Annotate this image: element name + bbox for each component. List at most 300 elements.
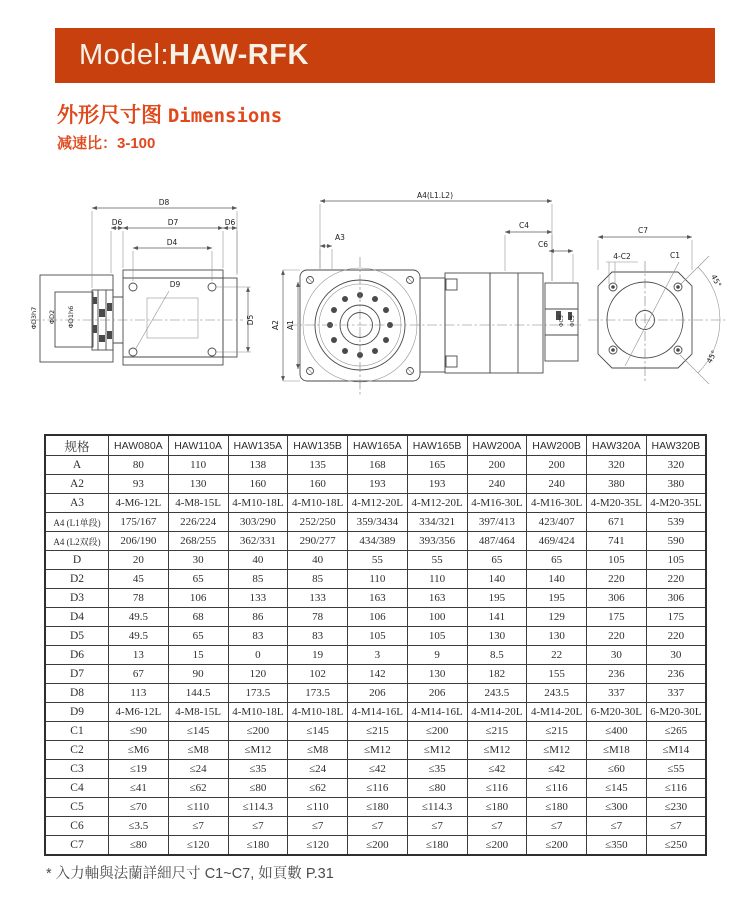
table-cell: ≤116 (467, 779, 527, 798)
row-label: D (45, 551, 109, 570)
table-cell: ≤62 (168, 779, 228, 798)
table-cell: 4-M12-20L (348, 494, 408, 513)
table-cell: ≤70 (109, 798, 169, 817)
table-cell: 240 (467, 475, 527, 494)
table-cell: 102 (288, 665, 348, 684)
table-cell: 539 (646, 513, 706, 532)
table-row (45, 551, 706, 570)
column-header: HAW320B (646, 435, 706, 456)
table-row (45, 513, 706, 532)
dim-label-d7: D7 (167, 218, 179, 227)
table-cell: 337 (587, 684, 647, 703)
table-cell: 226/224 (168, 513, 228, 532)
table-cell: ≤M8 (168, 741, 228, 760)
table-cell: 4-M14-16L (407, 703, 467, 722)
table-cell: 129 (527, 608, 587, 627)
table-cell: 4-M6-12L (109, 494, 169, 513)
table-cell: 243.5 (467, 684, 527, 703)
spec-table-head (45, 435, 706, 456)
table-cell: ≤180 (407, 836, 467, 856)
table-cell: ≤M18 (587, 741, 647, 760)
model-banner-prefix: Model: (79, 39, 170, 71)
table-cell: ≤200 (467, 836, 527, 856)
table-cell: 195 (467, 589, 527, 608)
table-cell: 120 (228, 665, 288, 684)
table-cell: 243.5 (527, 684, 587, 703)
table-cell: 142 (348, 665, 408, 684)
table-cell: 4-M10-18L (288, 703, 348, 722)
table-cell: ≤M12 (407, 741, 467, 760)
table-cell: 144.5 (168, 684, 228, 703)
table-cell: 206 (348, 684, 408, 703)
table-cell: ≤110 (288, 798, 348, 817)
table-cell: 4-M8-15L (168, 494, 228, 513)
table-cell: ≤80 (228, 779, 288, 798)
table-cell: 138 (228, 456, 288, 475)
column-header: HAW320A (587, 435, 647, 456)
dim-label-phi-d3: ΦD3h7 (30, 306, 38, 330)
table-cell: 4-M6-12L (109, 703, 169, 722)
table-cell: 130 (407, 665, 467, 684)
row-label: A4 (L1单段) (45, 513, 109, 532)
table-cell: 85 (288, 570, 348, 589)
row-label: D8 (45, 684, 109, 703)
table-cell: 320 (587, 456, 647, 475)
table-row (45, 798, 706, 817)
table-cell: 175 (587, 608, 647, 627)
table-cell: ≤19 (109, 760, 169, 779)
table-cell: ≤116 (646, 779, 706, 798)
table-cell: 141 (467, 608, 527, 627)
table-cell: 3 (348, 646, 408, 665)
row-label: A2 (45, 475, 109, 494)
dim-label-45deg-bottom: 45° (704, 348, 719, 365)
table-cell: 4-M10-18L (228, 703, 288, 722)
table-cell: 220 (587, 627, 647, 646)
row-label: C3 (45, 760, 109, 779)
table-cell: 130 (467, 627, 527, 646)
table-cell: 4-M14-20L (467, 703, 527, 722)
row-label: C5 (45, 798, 109, 817)
column-header: HAW200B (527, 435, 587, 456)
table-cell: 19 (288, 646, 348, 665)
table-cell: 55 (348, 551, 408, 570)
motor-adapter-outline (445, 273, 490, 373)
table-cell: 206/190 (109, 532, 169, 551)
row-label: D6 (45, 646, 109, 665)
table-cell: 80 (109, 456, 169, 475)
table-cell: 306 (646, 589, 706, 608)
table-row (45, 817, 706, 836)
header-row (45, 435, 706, 456)
table-cell: 220 (646, 627, 706, 646)
table-cell: 105 (348, 627, 408, 646)
table-cell: ≤350 (587, 836, 647, 856)
table-cell: 4-M12-20L (407, 494, 467, 513)
table-cell: 4-M20-35L (587, 494, 647, 513)
row-label: A4 (L2双段) (45, 532, 109, 551)
table-cell: ≤M12 (228, 741, 288, 760)
dim-label-a2: A2 (271, 320, 280, 330)
table-cell: ≤80 (407, 779, 467, 798)
table-cell: 130 (527, 627, 587, 646)
table-cell: 85 (228, 570, 288, 589)
table-cell: 30 (168, 551, 228, 570)
table-row (45, 722, 706, 741)
table-row (45, 779, 706, 798)
table-cell: 106 (168, 589, 228, 608)
table-cell: ≤60 (587, 760, 647, 779)
table-cell: ≤41 (109, 779, 169, 798)
table-cell: 168 (348, 456, 408, 475)
row-label: D3 (45, 589, 109, 608)
table-cell: 4-M16-30L (467, 494, 527, 513)
table-cell: ≤200 (407, 722, 467, 741)
front-view-drawing (271, 191, 581, 397)
table-cell: 8.5 (467, 646, 527, 665)
table-cell: ≤200 (228, 722, 288, 741)
table-cell: ≤215 (467, 722, 527, 741)
row-label: C4 (45, 779, 109, 798)
table-cell: ≤120 (168, 836, 228, 856)
table-cell: 135 (288, 456, 348, 475)
model-banner (55, 28, 715, 83)
table-cell: 397/413 (467, 513, 527, 532)
table-cell: 140 (527, 570, 587, 589)
table-cell: ≤7 (228, 817, 288, 836)
table-cell: 240 (527, 475, 587, 494)
table-cell: 487/464 (467, 532, 527, 551)
table-cell: 380 (587, 475, 647, 494)
row-label: D5 (45, 627, 109, 646)
table-row (45, 684, 706, 703)
table-cell: 30 (587, 646, 647, 665)
table-cell: 469/424 (527, 532, 587, 551)
table-cell: 105 (407, 627, 467, 646)
table-cell: ≤7 (348, 817, 408, 836)
table-cell: 393/356 (407, 532, 467, 551)
table-row (45, 646, 706, 665)
table-cell: 306 (587, 589, 647, 608)
table-cell: ≤7 (587, 817, 647, 836)
table-cell: 65 (527, 551, 587, 570)
table-cell: 423/407 (527, 513, 587, 532)
table-cell: ≤145 (587, 779, 647, 798)
table-row (45, 608, 706, 627)
table-cell: ≤7 (168, 817, 228, 836)
flange-bolt-holes (609, 283, 682, 354)
table-row (45, 589, 706, 608)
row-label: A3 (45, 494, 109, 513)
table-cell: 220 (587, 570, 647, 589)
table-row (45, 456, 706, 475)
table-cell: 133 (228, 589, 288, 608)
row-label: C6 (45, 817, 109, 836)
table-cell: 6-M20-30L (646, 703, 706, 722)
table-row (45, 665, 706, 684)
column-header: HAW135B (288, 435, 348, 456)
dim-label-c4: C4 (518, 221, 530, 230)
table-cell: 140 (467, 570, 527, 589)
table-cell: 105 (587, 551, 647, 570)
table-cell: ≤M6 (109, 741, 169, 760)
row-label: C7 (45, 836, 109, 856)
table-cell: 671 (587, 513, 647, 532)
bolt-hole (129, 283, 137, 291)
table-cell: 55 (407, 551, 467, 570)
section-title-zh: 外形尺寸图 (57, 104, 162, 127)
table-cell: 15 (168, 646, 228, 665)
table-cell: ≤80 (109, 836, 169, 856)
ratio-label: 减速比：3-100 (57, 135, 156, 152)
table-cell: ≤62 (288, 779, 348, 798)
table-row (45, 836, 706, 856)
table-cell: 0 (228, 646, 288, 665)
table-cell: ≤215 (527, 722, 587, 741)
table-cell: ≤55 (646, 760, 706, 779)
table-cell: 110 (348, 570, 408, 589)
dim-label-a4: A4(L1.L2) (416, 191, 454, 200)
table-cell: 200 (467, 456, 527, 475)
row-label: A (45, 456, 109, 475)
side-view-drawing (30, 198, 255, 365)
table-cell: 4-M16-30L (527, 494, 587, 513)
table-cell: 113 (109, 684, 169, 703)
flange-view-drawing (588, 226, 727, 384)
dim-label-c1: C1 (669, 251, 681, 260)
section-title (57, 99, 282, 129)
table-cell: ≤116 (527, 779, 587, 798)
table-cell: 100 (407, 608, 467, 627)
table-cell: 195 (527, 589, 587, 608)
table-cell: 334/321 (407, 513, 467, 532)
table-cell: ≤3.5 (109, 817, 169, 836)
dim-label-phi-d2: ΦD2 (48, 309, 56, 325)
table-cell: ≤42 (348, 760, 408, 779)
table-cell: ≤M8 (288, 741, 348, 760)
table-cell: 163 (348, 589, 408, 608)
table-cell: 20 (109, 551, 169, 570)
table-cell: 105 (646, 551, 706, 570)
table-cell: ≤7 (646, 817, 706, 836)
table-cell: 193 (407, 475, 467, 494)
table-cell: ≤114.3 (228, 798, 288, 817)
table-cell: 67 (109, 665, 169, 684)
table-cell: 165 (407, 456, 467, 475)
table-cell: 13 (109, 646, 169, 665)
table-cell: 193 (348, 475, 408, 494)
dim-label-a3: A3 (335, 233, 345, 242)
table-cell: 206 (407, 684, 467, 703)
table-cell: ≤114.3 (407, 798, 467, 817)
table-cell: 6-M20-30L (587, 703, 647, 722)
table-cell: 4-M10-18L (288, 494, 348, 513)
table-cell: 68 (168, 608, 228, 627)
table-cell: ≤200 (348, 836, 408, 856)
footnote: * 入力軸與法蘭詳細尺寸 C1~C7, 如頁數 P.31 (46, 866, 334, 882)
table-cell: ≤145 (168, 722, 228, 741)
table-cell: ≤215 (348, 722, 408, 741)
table-row (45, 703, 706, 722)
table-cell: ≤35 (407, 760, 467, 779)
dim-label-d5: D5 (246, 314, 255, 326)
table-cell: 290/277 (288, 532, 348, 551)
table-cell: ≤M12 (348, 741, 408, 760)
spec-table-body (45, 456, 706, 856)
table-cell: ≤230 (646, 798, 706, 817)
table-cell: 4-M20-35L (646, 494, 706, 513)
table-cell: ≤M12 (467, 741, 527, 760)
dim-label-phi-c3: ΦC3 (559, 315, 565, 327)
table-cell: 9 (407, 646, 467, 665)
table-cell: ≤300 (587, 798, 647, 817)
dim-label-d9: D9 (169, 280, 181, 289)
row-label: C2 (45, 741, 109, 760)
dim-label-c6: C6 (537, 240, 549, 249)
table-cell: ≤250 (646, 836, 706, 856)
column-header: HAW110A (168, 435, 228, 456)
table-cell: 173.5 (228, 684, 288, 703)
dim-label-d8: D8 (158, 198, 170, 207)
table-corner-header: 规格 (45, 435, 109, 456)
row-label: D7 (45, 665, 109, 684)
table-cell: 90 (168, 665, 228, 684)
dim-label-d6-left: D6 (111, 218, 123, 227)
table-cell: 78 (288, 608, 348, 627)
table-cell: ≤265 (646, 722, 706, 741)
table-cell: 65 (168, 627, 228, 646)
table-cell: ≤180 (228, 836, 288, 856)
table-cell: 163 (407, 589, 467, 608)
table-cell: ≤7 (288, 817, 348, 836)
table-cell: 4-M8-15L (168, 703, 228, 722)
table-cell: 93 (109, 475, 169, 494)
table-cell: ≤116 (348, 779, 408, 798)
table-cell: 110 (168, 456, 228, 475)
table-cell: 155 (527, 665, 587, 684)
table-cell: 220 (646, 570, 706, 589)
table-cell: ≤42 (527, 760, 587, 779)
table-cell: 320 (646, 456, 706, 475)
table-cell: ≤200 (527, 836, 587, 856)
table-cell: 49.5 (109, 608, 169, 627)
table-cell: ≤24 (288, 760, 348, 779)
table-cell: 49.5 (109, 627, 169, 646)
table-row (45, 627, 706, 646)
dimension-drawings (25, 185, 745, 425)
table-cell: 86 (228, 608, 288, 627)
table-cell: 175/167 (109, 513, 169, 532)
column-header: HAW165A (348, 435, 408, 456)
table-cell: 252/250 (288, 513, 348, 532)
table-cell: ≤M12 (527, 741, 587, 760)
table-cell: 160 (228, 475, 288, 494)
table-cell: ≤42 (467, 760, 527, 779)
column-header: HAW135A (228, 435, 288, 456)
motor-body-outline (490, 273, 543, 373)
dim-label-45deg-top: 45° (709, 272, 724, 289)
table-cell: ≤180 (348, 798, 408, 817)
table-cell: 160 (288, 475, 348, 494)
table-row (45, 741, 706, 760)
row-label: D2 (45, 570, 109, 589)
table-cell: 40 (288, 551, 348, 570)
table-row (45, 475, 706, 494)
table-cell: 22 (527, 646, 587, 665)
row-label: C1 (45, 722, 109, 741)
spec-table (44, 434, 707, 856)
table-row (45, 570, 706, 589)
table-cell: ≤180 (527, 798, 587, 817)
table-cell: ≤145 (288, 722, 348, 741)
table-row (45, 494, 706, 513)
table-cell: ≤7 (407, 817, 467, 836)
table-cell: 359/3434 (348, 513, 408, 532)
table-cell: 130 (168, 475, 228, 494)
dim-label-c7: C7 (637, 226, 649, 235)
table-cell: ≤90 (109, 722, 169, 741)
row-label: D9 (45, 703, 109, 722)
table-cell: 65 (168, 570, 228, 589)
table-cell: 83 (228, 627, 288, 646)
table-cell: 173.5 (288, 684, 348, 703)
table-cell: 303/290 (228, 513, 288, 532)
table-cell: 133 (288, 589, 348, 608)
section-title-en: Dimensions (167, 105, 283, 127)
table-cell: 4-M14-20L (527, 703, 587, 722)
row-label: D4 (45, 608, 109, 627)
table-cell: ≤24 (168, 760, 228, 779)
table-cell: ≤M14 (646, 741, 706, 760)
table-row (45, 532, 706, 551)
table-cell: ≤120 (288, 836, 348, 856)
table-cell: 40 (228, 551, 288, 570)
table-cell: 45 (109, 570, 169, 589)
table-cell: 380 (646, 475, 706, 494)
table-cell: 65 (467, 551, 527, 570)
dim-label-c2: 4-C2 (613, 252, 631, 261)
table-cell: 110 (407, 570, 467, 589)
dim-label-d6-right: D6 (224, 218, 236, 227)
table-cell: 106 (348, 608, 408, 627)
table-cell: 362/331 (228, 532, 288, 551)
column-header: HAW200A (467, 435, 527, 456)
dim-label-phi-c5: ΦC5 (570, 315, 576, 327)
table-cell: 268/255 (168, 532, 228, 551)
column-header: HAW080A (109, 435, 169, 456)
table-cell: 200 (527, 456, 587, 475)
table-cell: 236 (587, 665, 647, 684)
table-cell: 4-M10-18L (228, 494, 288, 513)
dim-label-d4: D4 (166, 238, 178, 247)
table-cell: ≤400 (587, 722, 647, 741)
table-cell: ≤35 (228, 760, 288, 779)
table-cell: 175 (646, 608, 706, 627)
table-cell: 30 (646, 646, 706, 665)
table-cell: ≤180 (467, 798, 527, 817)
table-cell: 741 (587, 532, 647, 551)
table-cell: ≤7 (527, 817, 587, 836)
model-banner-name: HAW-RFK (169, 39, 309, 71)
table-cell: 337 (646, 684, 706, 703)
table-row (45, 760, 706, 779)
table-cell: ≤7 (467, 817, 527, 836)
table-cell: 590 (646, 532, 706, 551)
table-cell: 78 (109, 589, 169, 608)
dim-label-a1: A1 (286, 320, 295, 330)
table-cell: 434/389 (348, 532, 408, 551)
table-cell: 83 (288, 627, 348, 646)
